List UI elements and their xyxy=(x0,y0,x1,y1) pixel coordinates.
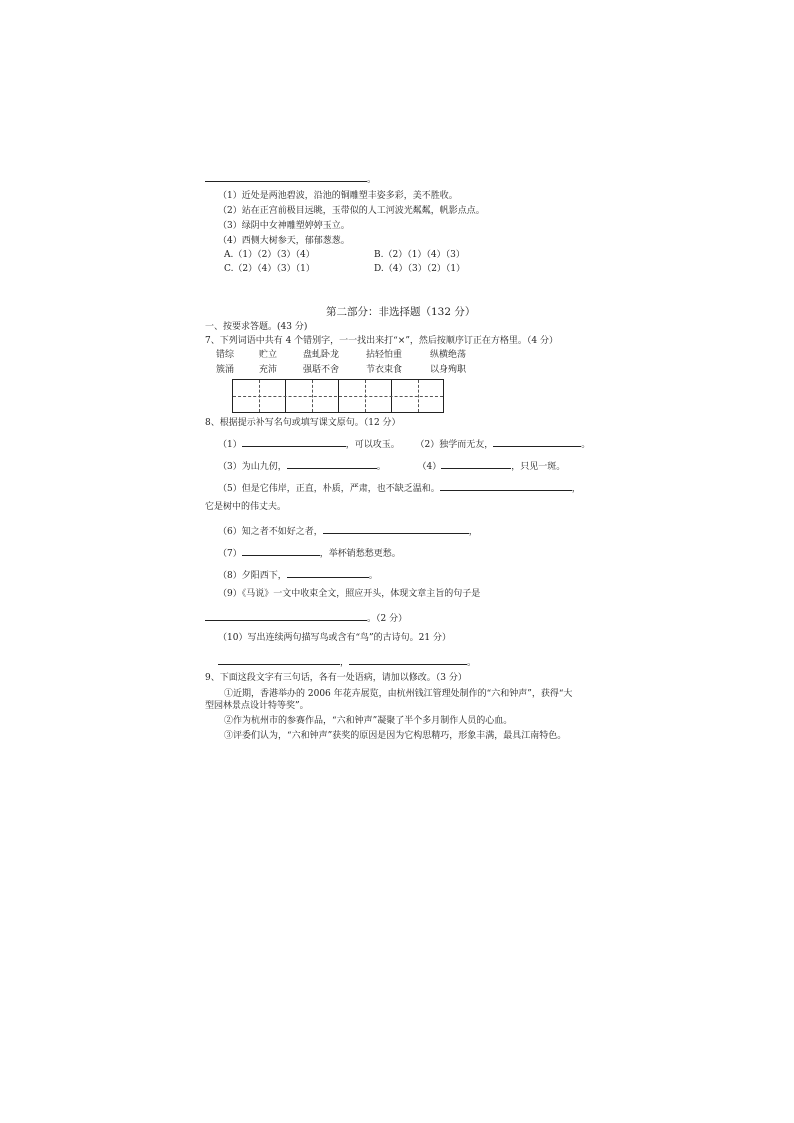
fill-line-10-answer: ， 。 xyxy=(218,655,476,669)
sentence-1: （1）近处是两池碧波，沿池的铜雕塑丰姿多彩，美不胜收。 xyxy=(218,191,458,201)
word-6[interactable]: 簇涌 xyxy=(216,365,235,375)
correction-grid[interactable] xyxy=(232,379,444,413)
word-3[interactable]: 盘虬卧龙 xyxy=(303,350,340,360)
sentence-3: （3）绿阴中女神雕塑婷婷玉立。 xyxy=(218,221,350,231)
fill-line-9: （9）《马说》一文中收束全文，照应开头，体现文章主旨的句子是 xyxy=(218,589,481,599)
blank-line[interactable] xyxy=(349,655,467,665)
blank-line[interactable] xyxy=(440,481,572,491)
blank-line[interactable] xyxy=(205,611,367,621)
q9-sentence-1-cont: 型园林景点设计特等奖”。 xyxy=(205,701,309,711)
fill-line-5-cont: 它是树中的伟丈夫。 xyxy=(205,502,287,512)
option-c[interactable]: C.（2）（4）（3）（1） xyxy=(224,264,315,274)
word-1[interactable]: 错综 xyxy=(216,350,235,360)
sentence-4: （4）西侧大树参天，郁郁葱葱。 xyxy=(218,236,350,246)
blank-line[interactable] xyxy=(242,546,320,556)
section-one-heading: 一、按要求答题。(43 分) xyxy=(205,322,308,332)
blank-line[interactable] xyxy=(205,172,367,182)
word-10[interactable]: 以身殉职 xyxy=(430,365,467,375)
word-7[interactable]: 充沛 xyxy=(259,365,278,375)
question-8-stem: 8、根据提示补写名句或填写课文原句。（12 分） xyxy=(205,418,401,428)
blank-line[interactable] xyxy=(493,437,581,447)
option-a[interactable]: A.（1）（2）（3）（4） xyxy=(224,250,315,260)
word-4[interactable]: 拈轻怕重 xyxy=(366,350,403,360)
fill-line-7: （7） ，举杯销愁愁更愁。 xyxy=(218,546,401,560)
fill-line-3: （3）为山九仞， 。 （4） ，只见一斑。 xyxy=(218,459,565,473)
top-answer-line: 。 xyxy=(205,172,376,186)
word-8[interactable]: 强聒不舍 xyxy=(303,365,340,375)
word-5[interactable]: 纵横绝荡 xyxy=(430,350,467,360)
q9-sentence-3: ③评委们认为，“六和钟声”获奖的原因是因为它构思精巧，形象丰满，最具江南特色。 xyxy=(224,731,567,741)
option-d[interactable]: D.（4）（3）（2）（1） xyxy=(374,264,466,274)
question-9-stem: 9、下面这段文字有三句话，各有一处语病，请加以修改。（3 分） xyxy=(205,673,467,683)
sentence-2: （2）站在正宫前极目远眺，玉带似的人工河波光粼粼，帆影点点。 xyxy=(218,206,485,216)
option-b[interactable]: B.（2）（1）（4）（3） xyxy=(374,250,465,260)
fill-line-9-answer: 。（2 分） xyxy=(205,611,407,625)
q9-sentence-1: ①近期，香港举办的 2006 年花卉展览，由杭州钱江管理处制作的“六和钟声”，获得“大 xyxy=(224,689,573,699)
blank-line[interactable] xyxy=(323,524,469,534)
part-two-title: 第二部分：非选择题（132 分） xyxy=(326,306,476,318)
blank-line[interactable] xyxy=(441,459,511,469)
fill-line-10: （10）写出连续两句描写鸟或含有“鸟”的古诗句。21 分） xyxy=(218,633,451,643)
question-7-stem: 7、下列词语中共有 4 个错别字，一一找出来打“×”，然后按顺序订正在方格里。（4 分） xyxy=(205,336,559,346)
blank-line[interactable] xyxy=(287,568,369,578)
fill-line-8: （8）夕阳西下， 。 xyxy=(218,568,378,582)
fill-line-1: （1） ，可以攻玉。 （2）独学而无友， 。 xyxy=(218,437,590,451)
q9-sentence-2: ②作为杭州市的参赛作品，“六和钟声”凝聚了半个多月制作人员的心血。 xyxy=(224,716,513,726)
blank-line[interactable] xyxy=(287,459,377,469)
fill-line-6: （6）知之者不如好之者， ， xyxy=(218,524,478,538)
blank-line[interactable] xyxy=(218,655,340,665)
fill-line-5: （5）但是它伟岸，正直，朴质，严肃，也不缺乏温和。 ， xyxy=(218,481,581,495)
blank-line[interactable] xyxy=(242,437,346,447)
word-2[interactable]: 贮立 xyxy=(259,350,278,360)
word-9[interactable]: 节衣束食 xyxy=(366,365,403,375)
